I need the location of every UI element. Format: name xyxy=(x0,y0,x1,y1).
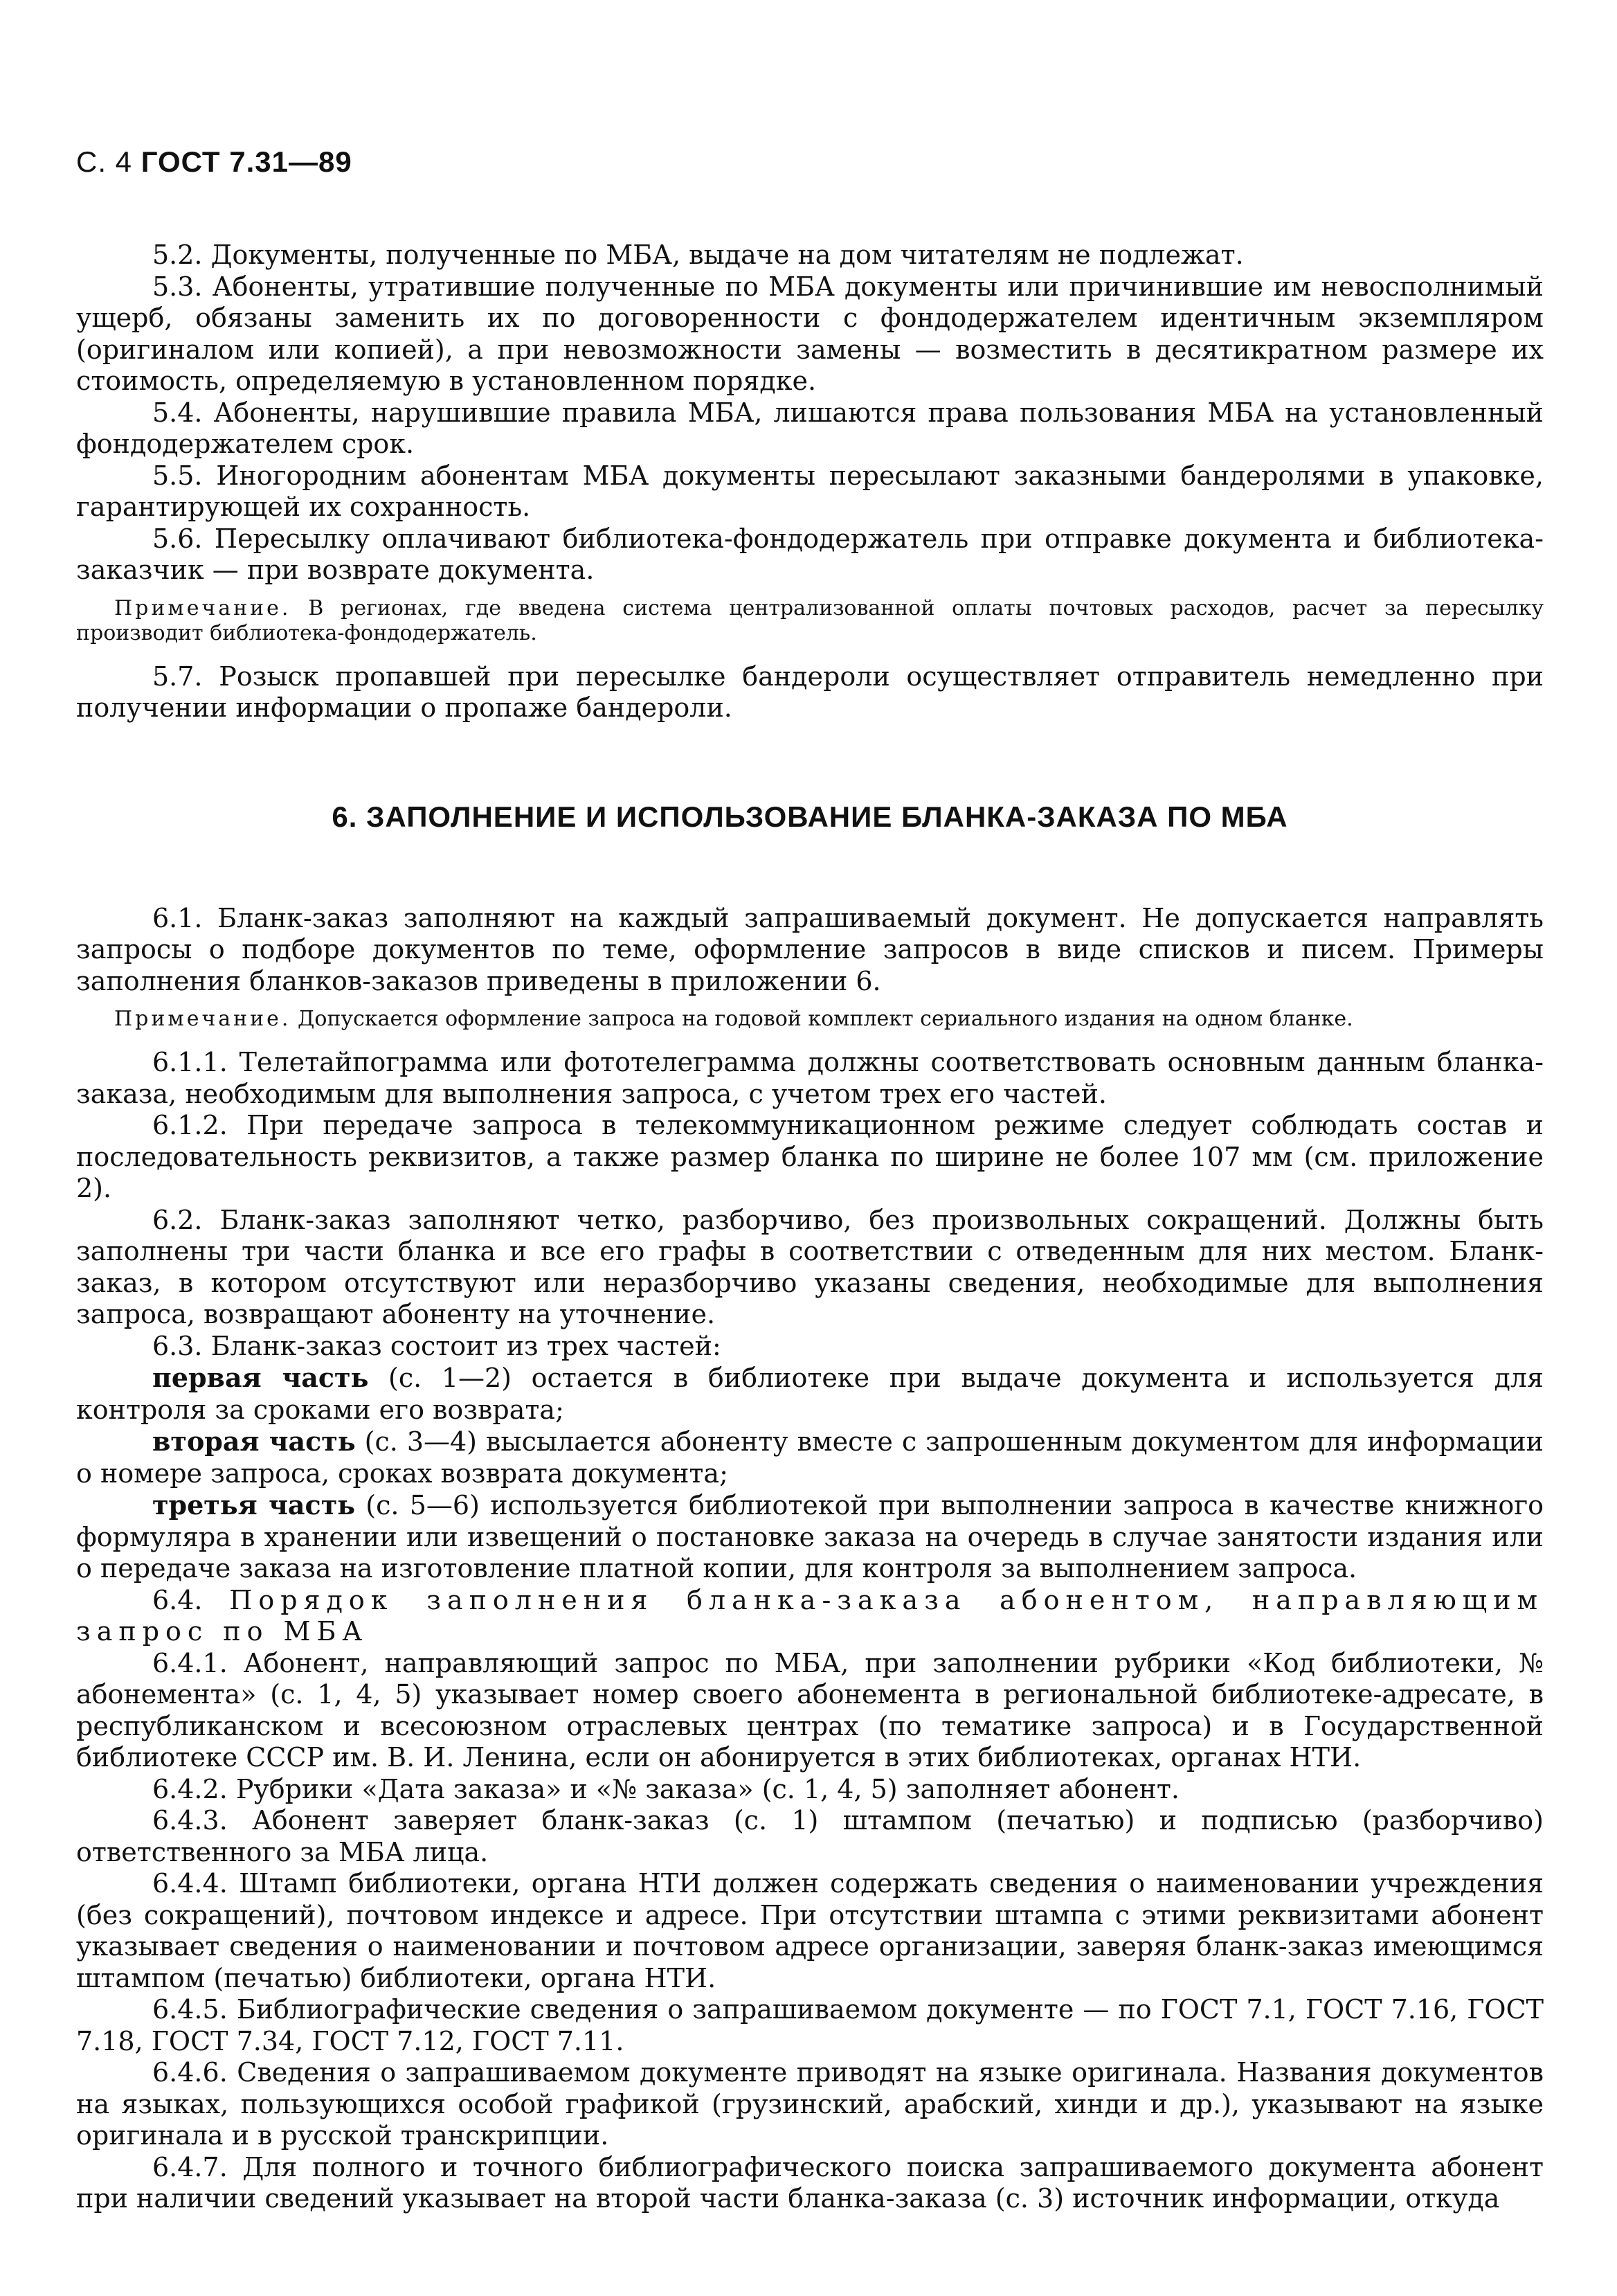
paragraph-5-4: 5.4. Абоненты, нарушившие правила МБА, лишаются права пользования МБА на установленный фондодержателем срок. xyxy=(76,397,1544,459)
paragraph-6-1: 6.1. Бланк-заказ заполняют на каждый запрашиваемый документ. Не допускается направлять запросы о подборе документов по теме, оформление запросов в виде списков и писем. Примеры заполнения бланков-заказов приведены в приложении 6. xyxy=(76,902,1544,996)
note-text: В регионах, где введена система централизованной оплаты почтовых расходов, расчет за пересылку производит библиотека-фондодержатель. xyxy=(76,595,1544,645)
paragraph-6-4-6: 6.4.6. Сведения о запрашиваемом документе приводят на языке оригинала. Названия документов на языках, пользующихся особой графикой (грузинский, арабский, хинди и др.), указывают на языке оригинала и в русской транскрипции. xyxy=(76,2057,1544,2151)
paragraph-5-5: 5.5. Иногородним абонентам МБА документы пересылают заказными бандеролями в упаковке, гарантирующей их сохранность. xyxy=(76,460,1544,522)
paragraph-6-3: 6.3. Бланк-заказ состоит из трех частей: xyxy=(152,1330,721,1361)
note-5-6 xyxy=(76,596,1544,646)
paragraph-6-1-1: 6.1.1. Телетайпограмма или фототелеграмма должны соответствовать основным данным бланка-заказа, необходимым для выполнения запроса, с учетом трех его частей. xyxy=(76,1047,1544,1109)
note-text: Допускается оформление запроса на годовой комплект сериального издания на одном бланке. xyxy=(291,1007,1353,1031)
part-1-label: первая часть xyxy=(152,1362,369,1393)
subsection-6-4-heading xyxy=(76,1585,1544,1648)
paragraph-5-3: 5.3. Абоненты, утратившие полученные по МБА документы или причинившие им невосполнимый ущерб, обязаны заменить их по договоренности с фондодержателем идентичным экземпляром (оригиналом или копией), а при невозможности замены — возместить в десятикратном размере их стоимость, определяемую в установленном порядке. xyxy=(76,271,1544,396)
paragraph-5-6: 5.6. Пересылку оплачивают библиотека-фондодержатель при отправке документа и библиотека-заказчик — при возврате документа. xyxy=(76,523,1544,585)
paragraph-6-4-3: 6.4.3. Абонент заверяет бланк-заказ (с. 1) штампом (печатью) и подписью (разборчиво) ответственного за МБА лица. xyxy=(76,1805,1544,1867)
paragraph-6-4-5: 6.4.5. Библиографические сведения о запрашиваемом документе — по ГОСТ 7.1, ГОСТ 7.16, ГОСТ 7.18, ГОСТ 7.34, ГОСТ 7.12, ГОСТ 7.11. xyxy=(76,1994,1544,2056)
paragraph-6-4-1: 6.4.1. Абонент, направляющий запрос по МБА, при заполнении рубрики «Код библиотеки, № абонемента» (с. 1, 4, 5) указывает номер своего абонемента в региональной библиотеке-адресате, в республиканском и всесоюзном отраслевых центрах (по тематике запроса) и в Государственной библиотеке СССР им. В. И. Ленина, если он абонируется в этих библиотеках, органах НТИ. xyxy=(76,1647,1544,1773)
part-3-label: третья часть xyxy=(152,1489,356,1521)
subsection-6-4-number: 6.4. xyxy=(152,1584,203,1615)
document-page xyxy=(76,145,1544,2215)
note-label: Примечание. xyxy=(114,595,291,620)
part-2-description xyxy=(76,1426,1544,1489)
paragraph-5-2: 5.2. Документы, полученные по МБА, выдаче на дом читателям не подлежат. xyxy=(152,240,1244,270)
paragraph-5-7: 5.7. Розыск пропавшей при пересылке бандероли осуществляет отправитель немедленно при получении информации о пропаже бандероли. xyxy=(76,661,1544,723)
note-6-1 xyxy=(76,1007,1544,1032)
note-label: Примечание. xyxy=(114,1007,291,1031)
standard-number: ГОСТ 7.31—89 xyxy=(141,145,352,178)
part-2-label: вторая часть xyxy=(152,1426,356,1457)
paragraph-6-4-2: 6.4.2. Рубрики «Дата заказа» и «№ заказа» (с. 1, 4, 5) заполняет абонент. xyxy=(152,1773,1180,1804)
part-2-text: (с. 3—4) высылается абоненту вместе с запрошенным документом для информации о номере запроса, сроках возврата документа; xyxy=(76,1426,1544,1489)
subsection-6-4-title: Порядок заполнения бланка-заказа абонентом, направляющим запрос по МБА xyxy=(76,1584,1544,1647)
paragraph-6-4-7: 6.4.7. Для полного и точного библиографического поиска запрашиваемого документа абонент при наличии сведений указывает на второй части бланка-заказа (с. 3) источник информации, откуда xyxy=(76,2151,1544,2214)
page-header xyxy=(76,145,1544,179)
part-3-description xyxy=(76,1489,1544,1585)
paragraph-6-1-2: 6.1.2. При передаче запроса в телекоммуникационном режиме следует соблюдать состав и последовательность реквизитов, а также размер бланка по ширине не более 107 мм (см. приложение 2). xyxy=(76,1110,1544,1203)
part-1-description xyxy=(76,1362,1544,1426)
part-1-text: (с. 1—2) остается в библиотеке при выдаче документа и используется для контроля за сроками его возврата; xyxy=(76,1363,1544,1425)
paragraph-6-4-4: 6.4.4. Штамп библиотеки, органа НТИ должен содержать сведения о наименовании учреждения (без сокращений), почтовом индексе и адресе. При отсутствии штампа с этими реквизитами абонент указывает сведения о наименовании и почтовом адресе организации, заверяя бланк-заказ имеющимся штампом (печатью) библиотеки, органа НТИ. xyxy=(76,1868,1544,1993)
section-6-title: 6. ЗАПОЛНЕНИЕ И ИСПОЛЬЗОВАНИЕ БЛАНКА-ЗАКАЗА ПО МБА xyxy=(332,800,1288,833)
part-3-text: (с. 5—6) используется библиотекой при выполнении запроса в качестве книжного формуляра в хранении или извещений о постановке заказа на очередь в случае занятости издания или о передаче заказа на изготовление платной копии, для контроля за выполнением запроса. xyxy=(76,1490,1544,1584)
paragraph-6-2: 6.2. Бланк-заказ заполняют четко, разборчиво, без произвольных сокращений. Должны быть заполнены три части бланка и все его графы в соответствии с отведенным для них местом. Бланк-заказ, в котором отсутствуют или неразборчиво указаны сведения, необходимые для выполнения запроса, возвращают абоненту на уточнение. xyxy=(76,1204,1544,1329)
page-label: С. 4 xyxy=(76,145,133,178)
